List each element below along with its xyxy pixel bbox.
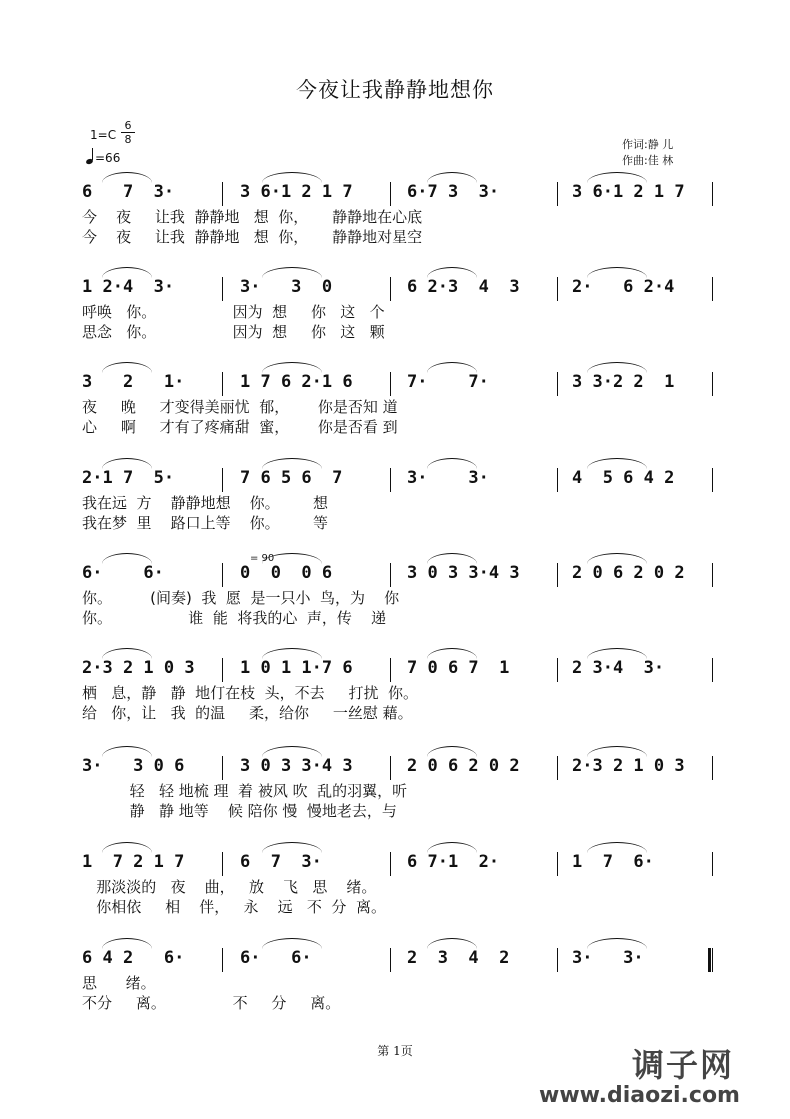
measure-group: 1 2·4 3· xyxy=(82,277,175,297)
barline xyxy=(712,948,713,972)
notation-line xyxy=(82,563,714,589)
barline xyxy=(557,468,558,492)
slur-arc xyxy=(427,553,477,564)
lyric-line-1: 思 绪。 xyxy=(82,974,156,992)
barline xyxy=(712,277,713,301)
barline xyxy=(557,372,558,396)
lyric-line-1: 你。 (间奏) 我 愿 是一只小 鸟，为 你 xyxy=(82,589,400,607)
notation-line xyxy=(82,182,714,208)
brand-url: www.diaozi.com xyxy=(539,1083,740,1108)
notation-line xyxy=(82,468,714,494)
time-signature-top: 6 xyxy=(124,119,132,132)
lyric-line-1: 我在远 方 静静地想 你。 想 xyxy=(82,494,329,512)
measure-group: 0 0 0 6 xyxy=(240,563,333,583)
barline xyxy=(712,468,713,492)
notation-line xyxy=(82,756,714,782)
measure-group: 3 0 3 3·4 3 xyxy=(240,756,353,776)
slur-arc xyxy=(262,938,322,949)
lyric-line-2: 心 啊 才有了疼痛甜 蜜， 你是否看 到 xyxy=(82,418,398,436)
score-system xyxy=(82,277,714,347)
measure-group: 3· 3· xyxy=(407,468,489,488)
slur-arc xyxy=(587,842,647,853)
measure-group: 4 5 6 4 2 xyxy=(572,468,675,488)
slur-arc xyxy=(262,648,322,659)
measure-group: 6· 6· xyxy=(82,563,164,583)
measure-group: 2 0 6 2 0 2 xyxy=(572,563,685,583)
slur-arc xyxy=(587,458,647,469)
measure-group: 2 3 4 2 xyxy=(407,948,510,968)
slur-arc xyxy=(102,938,152,949)
slur-arc xyxy=(587,938,647,949)
tempo-marking xyxy=(86,150,120,165)
barline xyxy=(222,372,223,396)
final-barline xyxy=(708,948,711,972)
barline xyxy=(222,852,223,876)
slur-arc xyxy=(427,746,477,757)
page-number: 第 1页 xyxy=(377,1044,413,1058)
notation-line xyxy=(82,948,714,974)
slur-arc xyxy=(262,267,322,278)
slur-arc xyxy=(102,648,152,659)
lyric-line-2: 我在梦 里 路口上等 你。 等 xyxy=(82,514,329,532)
barline xyxy=(712,563,713,587)
lyric-line-1: 今 夜 让我 静静地 想 你， 静静地在心底 xyxy=(82,208,423,226)
measure-group: 7· 7· xyxy=(407,372,489,392)
measure-group: 6 7 3· xyxy=(240,852,322,872)
lyric-line-2: 思念 你。 因为 想 你 这 颗 xyxy=(82,323,385,341)
barline xyxy=(390,372,391,396)
barline xyxy=(390,756,391,780)
measure-group: 3 0 3 3·4 3 xyxy=(407,563,520,583)
score-system xyxy=(82,756,714,826)
slur-arc xyxy=(427,458,477,469)
barline xyxy=(390,563,391,587)
measure-group: 6 4 2 6· xyxy=(82,948,185,968)
slur-arc xyxy=(102,746,152,757)
slur-arc xyxy=(102,842,152,853)
score-system xyxy=(82,948,714,1018)
lyric-line-1: 夜 晚 才变得美丽忧 郁， 你是否知 道 xyxy=(82,398,398,416)
slur-arc xyxy=(427,938,477,949)
score-system xyxy=(82,658,714,728)
slur-arc xyxy=(102,172,152,183)
barline xyxy=(557,756,558,780)
measure-group: 1 7 2 1 7 xyxy=(82,852,185,872)
barline xyxy=(712,658,713,682)
notation-line xyxy=(82,372,714,398)
lyricist: 作词:静 儿 xyxy=(622,138,674,151)
measure-group: 2·3 2 1 0 3 xyxy=(572,756,685,776)
measure-group: 2· 6 2·4 xyxy=(572,277,675,297)
barline xyxy=(222,658,223,682)
barline xyxy=(557,563,558,587)
lyric-line-1: 栖 息，静 静 地仃在枝 头，不去 打扰 你。 xyxy=(82,684,419,702)
key-signature: 1=C xyxy=(90,128,117,142)
slur-arc xyxy=(262,362,322,373)
barline xyxy=(712,372,713,396)
page-title: 今夜让我静静地想你 xyxy=(296,78,494,102)
barline xyxy=(390,277,391,301)
barline xyxy=(557,948,558,972)
lyric-line-2: 不分 离。 不 分 离。 xyxy=(82,994,341,1012)
measure-group: 3 6·1 2 1 7 xyxy=(240,182,353,202)
barline xyxy=(557,182,558,206)
lyric-line-2: 你。 谁 能 将我的心 声，传 递 xyxy=(82,609,386,627)
slur-arc xyxy=(587,648,647,659)
barline xyxy=(222,563,223,587)
slur-arc xyxy=(587,746,647,757)
measure-group: 7 0 6 7 1 xyxy=(407,658,510,678)
measure-group: 2·1 7 5· xyxy=(82,468,175,488)
time-signature-bottom: 8 xyxy=(124,133,132,146)
measure-group: 6 7 3· xyxy=(82,182,175,202)
measure-group: 3· 3· xyxy=(572,948,644,968)
measure-group: 7 6 5 6 7 xyxy=(240,468,343,488)
slur-arc xyxy=(587,553,647,564)
barline xyxy=(557,658,558,682)
slur-arc xyxy=(587,362,647,373)
barline xyxy=(390,852,391,876)
score-system xyxy=(82,468,714,538)
measure-group: 6· 6· xyxy=(240,948,312,968)
measure-group: 1 7 6 2·1 6 xyxy=(240,372,353,392)
score-system xyxy=(82,852,714,922)
time-signature xyxy=(121,120,135,145)
measure-group: 1 7 6· xyxy=(572,852,654,872)
barline xyxy=(222,756,223,780)
measure-group: 6·7 3 3· xyxy=(407,182,500,202)
barline xyxy=(390,658,391,682)
lyric-line-2: 今 夜 让我 静静地 想 你， 静静地对星空 xyxy=(82,228,423,246)
barline xyxy=(712,852,713,876)
slur-arc xyxy=(427,648,477,659)
measure-group: 1 0 1 1·7 6 xyxy=(240,658,353,678)
barline xyxy=(222,948,223,972)
composer: 作曲:佳 林 xyxy=(622,154,674,167)
lyric-line-1: 呼唤 你。 因为 想 你 这 个 xyxy=(82,303,385,321)
measure-group: 3· 3 0 6 xyxy=(82,756,185,776)
credits xyxy=(622,137,673,169)
slur-arc xyxy=(262,842,322,853)
measure-group: 2 3·4 3· xyxy=(572,658,665,678)
barline xyxy=(712,756,713,780)
measure-group: 2 0 6 2 0 2 xyxy=(407,756,520,776)
slur-arc xyxy=(427,267,477,278)
slur-arc xyxy=(102,553,152,564)
slur-arc xyxy=(102,362,152,373)
slur-arc xyxy=(102,458,152,469)
barline xyxy=(222,468,223,492)
score-system xyxy=(82,372,714,442)
lyric-line-1: 那淡淡的 夜 曲， 放 飞 思 绪。 xyxy=(82,878,377,896)
slur-arc xyxy=(427,842,477,853)
score-system xyxy=(82,182,714,252)
barline xyxy=(222,277,223,301)
slur-arc xyxy=(102,267,152,278)
brand-logo: 调子网 xyxy=(631,1046,734,1084)
slur-arc xyxy=(587,172,647,183)
score-system xyxy=(82,553,714,633)
lyric-line-1: 轻 轻 地梳 理 着 被风 吹 乱的羽翼，听 xyxy=(82,782,408,800)
notation-line xyxy=(82,277,714,303)
barline xyxy=(390,948,391,972)
measure-group: 6 2·3 4 3 xyxy=(407,277,520,297)
barline xyxy=(557,277,558,301)
notation-line xyxy=(82,658,714,684)
slur-arc xyxy=(262,746,322,757)
tempo-value: =66 xyxy=(95,151,121,165)
slur-arc xyxy=(427,362,477,373)
slur-arc xyxy=(262,458,322,469)
slur-arc xyxy=(262,172,322,183)
barline xyxy=(390,182,391,206)
notation-line xyxy=(82,852,714,878)
barline xyxy=(390,468,391,492)
measure-group: 2·3 2 1 0 3 xyxy=(82,658,195,678)
slur-arc xyxy=(587,267,647,278)
barline xyxy=(222,182,223,206)
lyric-line-2: 给 你，让 我 的温 柔，给你 一丝慰 藉。 xyxy=(82,704,413,722)
barline xyxy=(712,182,713,206)
measure-group: 3· 3 0 xyxy=(240,277,333,297)
lyric-line-2: 你相依 相 伴， 永 远 不 分 离。 xyxy=(82,898,386,916)
tempo-change: = 90 xyxy=(250,553,275,564)
measure-group: 3 6·1 2 1 7 xyxy=(572,182,685,202)
lyric-line-2: 静 静 地等 候 陪你 慢 慢地老去，与 xyxy=(82,802,397,820)
slur-arc xyxy=(427,172,477,183)
measure-group: 3 3·2 2 1 xyxy=(572,372,675,392)
measure-group: 6 7·1 2· xyxy=(407,852,500,872)
barline xyxy=(557,852,558,876)
measure-group: 3 2 1· xyxy=(82,372,185,392)
